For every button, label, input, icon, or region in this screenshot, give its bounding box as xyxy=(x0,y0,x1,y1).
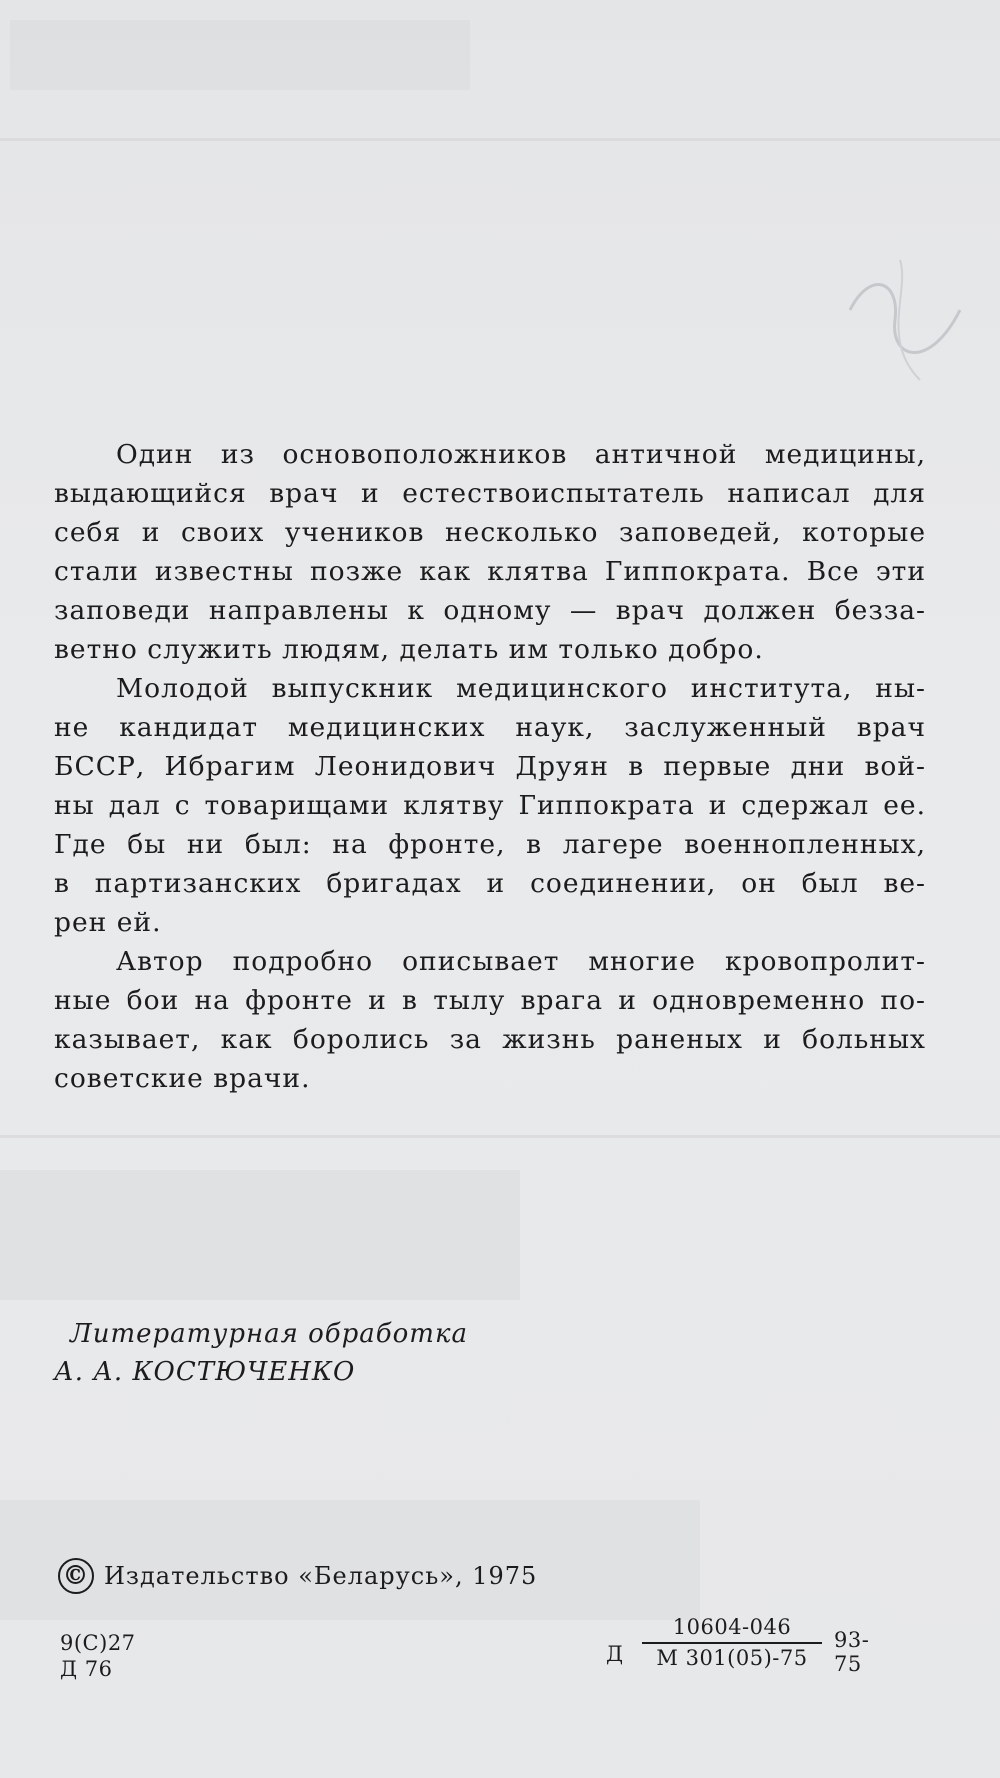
text-line: Где бы ни был: на фронте, в лагере военнопленных, xyxy=(54,829,926,860)
text-line: Молодой выпускник медицинского института, ны- xyxy=(116,673,926,704)
text-line: не кандидат медицинских наук, заслуженный врач xyxy=(54,712,926,743)
credit-name: А. А. КОСТЮЧЕНКО xyxy=(54,1357,356,1387)
index-suffix: 93-75 xyxy=(834,1628,870,1676)
annotation-paragraph xyxy=(54,942,926,1098)
text-line: казывает, как боролись за жизнь раненых и больных xyxy=(54,1024,926,1055)
pencil-mark-icon xyxy=(840,250,970,390)
text-line: стали известны позже как клятва Гиппократа. Все эти xyxy=(54,556,926,587)
text-line: БССР, Ибрагим Леонидович Друян в первые дни вой- xyxy=(54,751,926,782)
index-letter: Д xyxy=(606,1642,624,1666)
text-line: рен ей. xyxy=(54,907,162,938)
show-through-mark xyxy=(10,20,470,90)
text-line: себя и своих учеников несколько заповедей, которые xyxy=(54,517,926,548)
text-line: Автор подробно описывает многие кровопролит- xyxy=(116,946,926,977)
text-line: Один из основоположников античной медицины, xyxy=(116,439,926,470)
show-through-mark xyxy=(0,1170,520,1300)
text-line: выдающийся врач и естествоиспытатель написал для xyxy=(54,478,926,509)
bbk-code: 9(С)27 xyxy=(60,1631,136,1655)
paper-crease xyxy=(0,1135,1000,1138)
classification-block xyxy=(60,1630,136,1682)
publisher-text: Издательство «Беларусь», 1975 xyxy=(104,1562,538,1590)
text-line: в партизанских бригадах и соединении, он был ве- xyxy=(54,868,926,899)
index-denominator: М 301(05)-75 xyxy=(656,1646,808,1670)
credit-role: Литературная обработка xyxy=(70,1319,468,1349)
paper-crease xyxy=(0,138,1000,141)
text-line: советские врачи. xyxy=(54,1063,311,1094)
text-line: ветно служить людям, делать им только добро. xyxy=(54,634,764,665)
index-numerator: 10604-046 xyxy=(672,1615,792,1639)
text-line: заповеди направлены к одному — врач должен безза- xyxy=(54,595,926,626)
literary-credit xyxy=(54,1315,468,1391)
copyright-icon: © xyxy=(58,1558,94,1594)
annotation-paragraph xyxy=(54,669,926,942)
copyright-line xyxy=(58,1558,537,1594)
author-mark: Д 76 xyxy=(60,1657,113,1681)
annotation-paragraph xyxy=(54,435,926,669)
text-line: ны дал с товарищами клятву Гиппократа и сдержал ее. xyxy=(54,790,926,821)
index-fraction xyxy=(642,1612,822,1672)
annotation-text xyxy=(54,435,926,1098)
text-line: ные бои на фронте и в тылу врага и одновременно по- xyxy=(54,985,926,1016)
